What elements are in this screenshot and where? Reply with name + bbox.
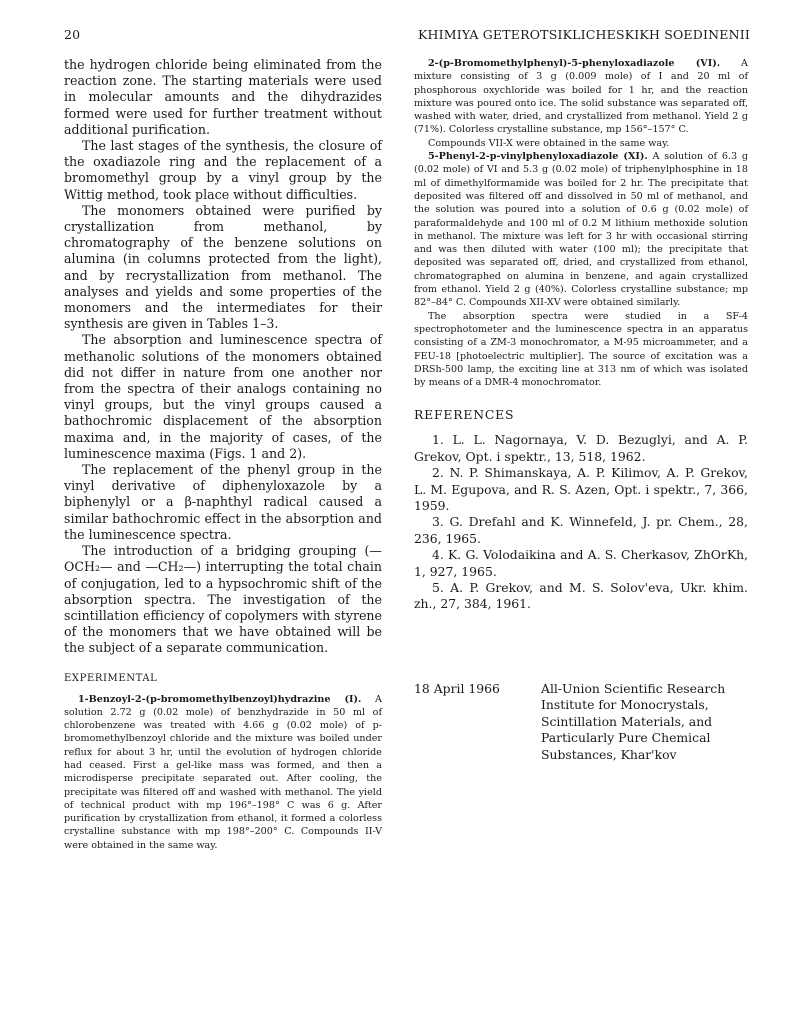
body-paragraph: The last stages of the synthesis, the closure of the oxadiazole ring and the replacement of a bromomethyl group by a vinyl group by the Wittig method, took place without difficulties.	[64, 138, 382, 202]
reference-item: 1. L. L. Nagornaya, V. D. Bezuglyi, and A. P. Grekov, Opt. i spektr., 13, 518, 1962.	[414, 432, 748, 464]
reference-item: 2. N. P. Shimanskaya, A. P. Kilimov, A. P. Grekov, L. M. Egupova, and R. S. Azen, Opt. i spektr., 7, 366, 1959.	[414, 465, 748, 514]
body-paragraph: The monomers obtained were purified by crystallization from methanol, by chromatography of the benzene solutions on alumina (in columns protected from the light), and by recrystallization from methanol. The analyses and yields and some properties of the monomers and the intermediates for their synthesis are given in Tables 1–3.	[64, 202, 382, 332]
body-paragraph: The introduction of a bridging grouping (—OCH₂— and —CH₂—) interrupting the total chain of conjugation, led to a hypsochromic shift of the absorption spectra. The investigation of the scintillation efficiency of copolymers with styrene of the monomers that we have obtained will be the subject of a separate communication.	[64, 543, 382, 656]
body-paragraph: The replacement of the phenyl group in the vinyl derivative of diphenyloxazole by a biphenylyl or a β-naphthyl radical caused a similar bathochromic effect in the absorption and the luminescence spectra.	[64, 462, 382, 542]
experimental-text: A mixture consisting of 3 g (0.009 mole) of I and 20 ml of phosphorous oxychloride was boiled for 1 hr, and the reaction mixture was poured onto ice. The solid substance was separated off, washed with water, dried, and crystallized from methanol. Yield 2 g (71%). Colorless crystalline substance, mp 156°–157° C.	[414, 58, 748, 136]
experimental-paragraph	[414, 150, 748, 310]
experimental-heading: EXPERIMENTAL	[64, 672, 158, 684]
reference-item: 4. K. G. Volodaikina and A. S. Cherkasov, ZhOrKh, 1, 927, 1965.	[414, 547, 748, 579]
institution-affiliation: All-Union Scientific Research Institute for Monocrystals, Scintillation Materials, and Particularly Pure Chemical Substances, Khar'kov	[541, 681, 726, 762]
experimental-text: A solution of 6.3 g (0.02 mole) of VI and 5.3 g (0.02 mole) of triphenylphosphine in 18 ml of dimethylformamide was boiled for 2 hr. The precipitate that deposited was filtered off and dissolved in 50 ml of methanol, and the solution was poured into a solution of 0.6 g (0.02 mole) of paraformaldehyde and 100 ml of 0.2 M lithium methoxide solution in methanol. The mixture was left for 3 hr with occasional stirring and was then diluted with water (100 ml); the precipitate that deposited was separated off, dried, and crystallized from ethanol, chromatographed on alumina in benzene, and again crystallized from ethanol. Yield 2 g (40%). Colorless crystalline substance; mp 82°–84° C. Compounds XII-XV were obtained similarly.	[414, 151, 748, 309]
received-date: 18 April 1966	[414, 681, 500, 696]
experimental-paragraph	[414, 137, 748, 150]
reference-item: 5. A. P. Grekov, and M. S. Solov'eva, Ukr. khim. zh., 27, 384, 1961.	[414, 580, 748, 612]
experimental-paragraph	[64, 693, 382, 853]
compound-title: 2-(p-Bromomethylphenyl)-5-phenyloxadiazole (VI).	[428, 58, 721, 69]
body-paragraph: The absorption and luminescence spectra of methanolic solutions of the monomers obtained did not differ in nature from one another nor from the spectra of their analogs containing no vinyl groups, but the vinyl groups caused a bathochromic displacement of the absorption maxima and, in the majority of cases, of the luminescence maxima (Figs. 1 and 2).	[64, 332, 382, 461]
experimental-paragraph	[414, 57, 748, 137]
experimental-paragraph	[414, 310, 748, 390]
compound-title: 1-Benzoyl-2-(p-bromomethylbenzoyl)hydrazine (I).	[78, 693, 362, 705]
left-column	[64, 57, 382, 852]
page-number: 20	[64, 27, 81, 42]
experimental-text: Compounds VII-X were obtained in the same way.	[428, 137, 670, 149]
journal-title: KHIMIYA GETEROTSIKLICHESKIKH SOEDINENII	[417, 27, 750, 42]
right-column	[414, 57, 748, 613]
body-paragraph: the hydrogen chloride being eliminated from the reaction zone. The starting materials were used in molecular amounts and the dihydrazides formed were used for further treatment without additional purification.	[64, 57, 382, 137]
compound-title: 5-Phenyl-2-p-vinylphenyloxadiazole (XI).	[428, 151, 648, 163]
experimental-text: A solution 2.72 g (0.02 mole) of benzhydrazide in 50 ml of chlorobenzene was treated with 4.66 g (0.02 mole) of p-bromomethylbenzoyl chloride and the mixture was boiled under reflux for about 3 hr, until the evolution of hydrogen chloride had ceased. First a gel-like mass was formed, and then a microdisperse precipitate separated out. After cooling, the precipitate was filtered off and washed with methanol. The yield of technical product with mp 196°–198° C was 6 g. After purification by crystallization from ethanol, it formed a colorless crystalline substance with mp 198°–200° C. Compounds II-V were obtained in the same way.	[64, 693, 382, 851]
experimental-text: The absorption spectra were studied in a SF-4 spectrophotometer and the luminescence spectra in an apparatus consisting of a ZM-3 monochromator, a M-95 microammeter, and a FEU-18 [photoelectric multiplier]. The source of excitation was a DRSh-500 lamp, the exciting line at 313 nm of which was isolated by means of a DMR-4 monochromator.	[414, 310, 748, 389]
reference-item: 3. G. Drefahl and K. Winnefeld, J. pr. Chem., 28, 236, 1965.	[414, 514, 748, 546]
references-heading: REFERENCES	[414, 407, 515, 423]
